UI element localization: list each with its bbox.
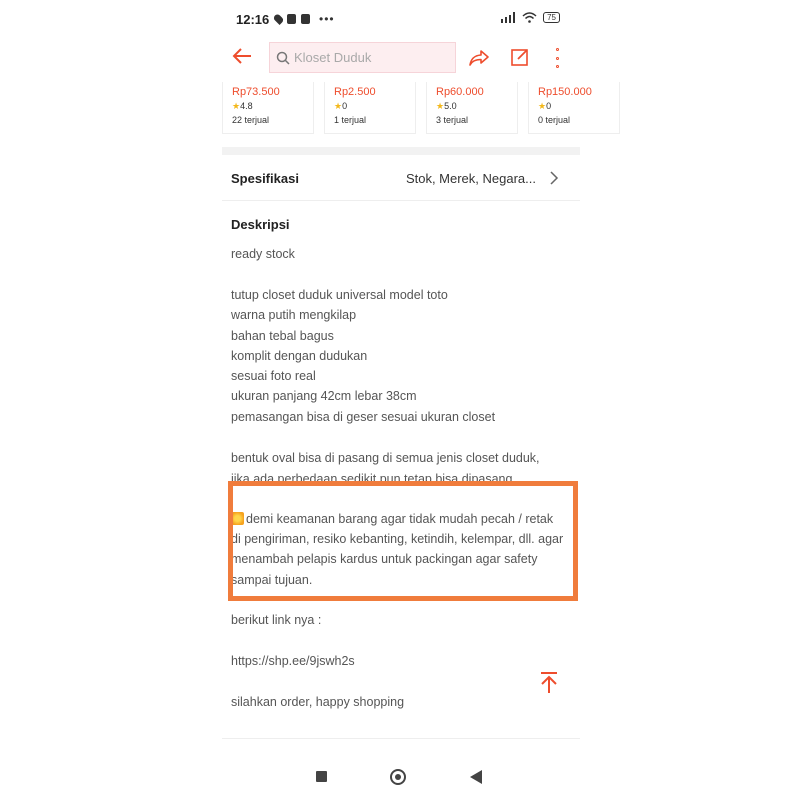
edit-button[interactable] <box>510 47 530 67</box>
product-card[interactable] <box>324 82 416 134</box>
rating-value: 0 <box>546 101 552 111</box>
status-system-icons <box>500 12 560 23</box>
product-price: Rp2.500 <box>334 86 376 98</box>
edit-icon <box>510 47 530 67</box>
description-line: silahkan order, happy shopping <box>231 695 405 709</box>
status-bar <box>222 8 580 30</box>
product-card[interactable] <box>426 82 518 134</box>
description-line: bentuk oval bisa di pasang di semua jenis closet duduk, <box>231 451 540 465</box>
wifi-icon <box>522 12 537 23</box>
description-line: pemasangan bisa di geser sesuai ukuran closet <box>231 410 496 424</box>
description-line: bahan tebal bagus <box>231 329 334 343</box>
more-notifications-icon: ••• <box>319 12 335 26</box>
message-icon <box>301 14 310 24</box>
search-input[interactable] <box>294 50 454 65</box>
home-button[interactable] <box>390 769 406 785</box>
share-button[interactable] <box>468 47 490 69</box>
product-price: Rp73.500 <box>232 86 280 98</box>
rating-value: 5.0 <box>444 101 457 111</box>
product-card[interactable] <box>222 82 314 134</box>
status-notification-icons <box>275 12 335 26</box>
location-icon <box>272 13 284 25</box>
scroll-to-top-button[interactable] <box>538 671 560 695</box>
chevron-right-icon <box>548 170 560 186</box>
product-sold: 1 terjual <box>334 115 367 125</box>
search-icon <box>276 51 290 65</box>
description-line: di pengiriman, resiko kebanting, ketindih, kelempar, dll. agar <box>231 532 564 546</box>
description-line: demi keamanan barang agar tidak mudah pecah / retak <box>246 512 554 526</box>
arrow-up-to-top-icon <box>538 671 560 695</box>
description-line: menambah pelapis kardus untuk packingan agar safety <box>231 552 538 566</box>
description-line: ready stock <box>231 247 295 261</box>
more-options-button[interactable] <box>552 46 562 70</box>
star-icon: ★ <box>538 101 547 111</box>
product-rating <box>538 101 619 112</box>
status-time: 12:16 <box>236 12 270 27</box>
divider <box>222 200 580 201</box>
description-line: tutup closet duduk universal model toto <box>231 288 448 302</box>
recent-apps-button[interactable] <box>316 771 327 782</box>
back-arrow-icon <box>230 44 254 68</box>
signal-icon <box>500 12 516 23</box>
more-dot-icon <box>556 65 559 68</box>
product-sold: 22 terjual <box>232 115 270 125</box>
description-line: sesuai foto real <box>231 369 316 383</box>
section-divider <box>222 147 580 155</box>
more-dot-icon <box>556 57 559 60</box>
notification-icon <box>287 14 296 24</box>
spec-value: Stok, Merek, Negara... <box>405 171 536 186</box>
product-price: Rp60.000 <box>436 86 484 98</box>
product-rating <box>334 101 415 112</box>
product-card[interactable] <box>528 82 620 134</box>
star-icon: ★ <box>436 101 445 111</box>
spec-label: Spesifikasi <box>231 171 299 186</box>
star-icon: ★ <box>334 101 343 111</box>
spesifikasi-row[interactable] <box>222 157 580 199</box>
rating-value: 4.8 <box>240 101 253 111</box>
product-rating <box>232 101 313 112</box>
product-sold: 3 terjual <box>436 115 469 125</box>
product-rating <box>436 101 517 112</box>
description-line: sampai tujuan. <box>231 573 313 587</box>
description-title: Deskripsi <box>231 217 290 232</box>
description-line: komplit dengan dudukan <box>231 349 368 363</box>
description-line: jika ada perbedaan sedikit pun tetap bisa dipasang <box>231 472 513 486</box>
more-dot-icon <box>556 48 559 51</box>
rating-value: 0 <box>342 101 348 111</box>
back-button[interactable] <box>230 44 256 70</box>
top-bar <box>222 40 580 76</box>
share-icon <box>468 47 490 69</box>
description-line: ukuran panjang 42cm lebar 38cm <box>231 389 417 403</box>
system-back-button[interactable] <box>470 770 482 784</box>
description-line: berikut link nya : <box>231 613 322 627</box>
description-line: warna putih mengkilap <box>231 308 357 322</box>
search-bar[interactable] <box>269 42 456 73</box>
divider <box>222 738 580 739</box>
product-sold: 0 terjual <box>538 115 571 125</box>
similar-products-strip <box>222 82 592 136</box>
product-price: Rp150.000 <box>538 86 592 98</box>
phone-screen <box>222 0 592 800</box>
description-link[interactable]: https://shp.ee/9jswh2s <box>231 654 355 668</box>
highlight-annotation-box <box>228 481 578 601</box>
star-icon: ★ <box>232 101 241 111</box>
battery-icon: 75 <box>543 12 560 23</box>
